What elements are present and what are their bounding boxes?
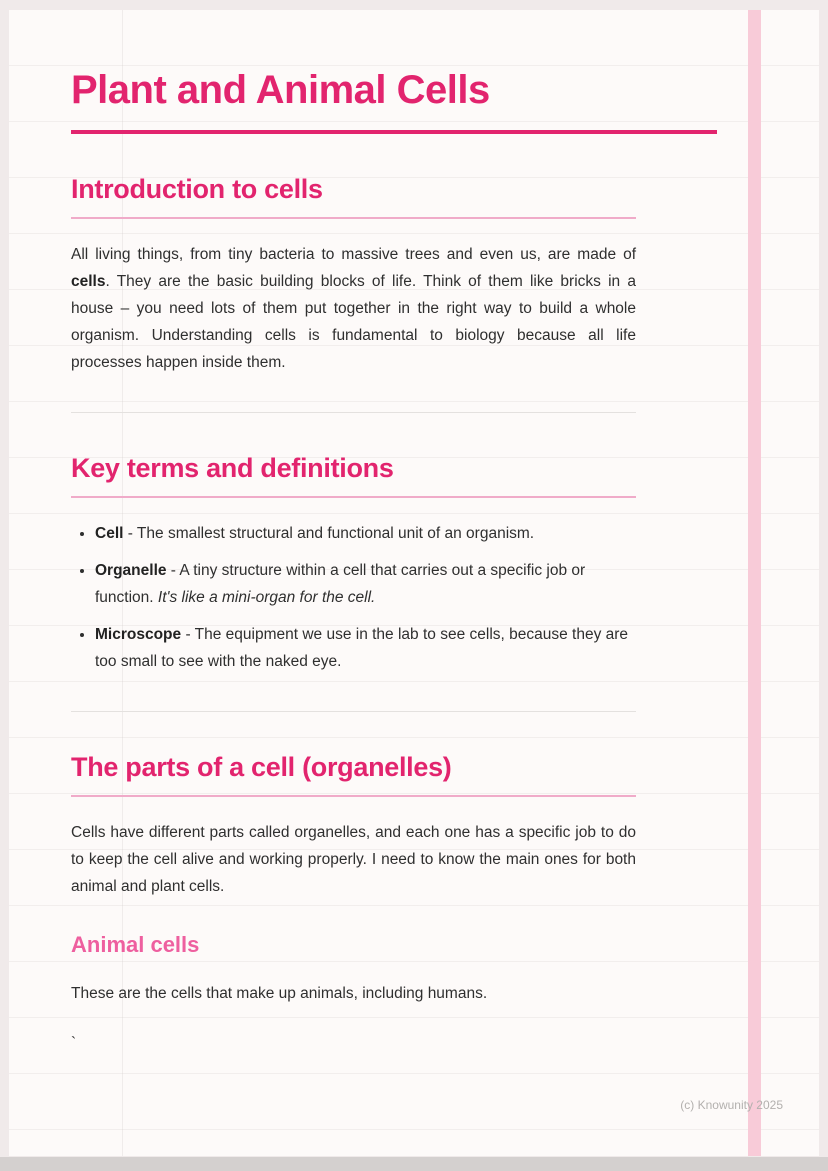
list-item [95, 520, 636, 547]
term-name: Organelle [95, 562, 167, 579]
bold-term: cells [71, 273, 106, 290]
term-definition: - The equipment we use in the lab to see cells, because they are too small to see with the naked eye. [95, 626, 629, 670]
page-edge [0, 1157, 828, 1171]
stray-character: ` [71, 1035, 77, 1052]
list-item [95, 557, 636, 611]
heading-underline [71, 496, 636, 498]
title-rule [71, 130, 717, 134]
term-definition: - The smallest structural and functional unit of an organism. [123, 525, 535, 542]
section-key-terms [71, 453, 721, 675]
cell-parts-heading: The parts of a cell (organelles) [71, 752, 452, 782]
document-page [9, 10, 819, 1156]
term-name: Cell [95, 525, 124, 542]
paragraph-text: . They are the basic building blocks of life. Think of them like bricks in a house – you need lots of them put together in the right way to build a whole organism. Understanding cells is fundamental to biology because all life processes happen inside them. [71, 273, 636, 371]
key-terms-heading: Key terms and definitions [71, 453, 394, 483]
section-divider [71, 412, 636, 413]
term-name: Microscope [95, 626, 182, 643]
section-cell-parts [71, 752, 721, 1053]
page-title: Plant and Animal Cells [71, 68, 490, 112]
margin-stripe [748, 10, 761, 1156]
list-item [95, 621, 636, 675]
introduction-paragraph [71, 241, 636, 376]
animal-cells-heading: Animal cells [71, 932, 200, 957]
cell-parts-paragraph: Cells have different parts called organelles, and each one has a specific job to do to keep the cell alive and working properly. I need to know the main ones for both animal and plant cells. [71, 824, 636, 895]
paragraph-text: All living things, from tiny bacteria to massive trees and even us, are made of [71, 246, 636, 263]
heading-underline [71, 795, 636, 797]
terms-list [71, 520, 636, 675]
document-content [71, 10, 721, 1053]
term-note: It's like a mini-organ for the cell. [157, 589, 376, 606]
introduction-heading: Introduction to cells [71, 174, 323, 204]
section-introduction [71, 174, 721, 376]
section-divider [71, 711, 636, 712]
copyright-notice: (c) Knowunity 2025 [680, 1098, 783, 1112]
term-definition: - A tiny structure within a cell that carries out a specific job or function. [95, 562, 586, 606]
heading-underline [71, 217, 636, 219]
animal-cells-paragraph: These are the cells that make up animals, including humans. [71, 985, 488, 1002]
